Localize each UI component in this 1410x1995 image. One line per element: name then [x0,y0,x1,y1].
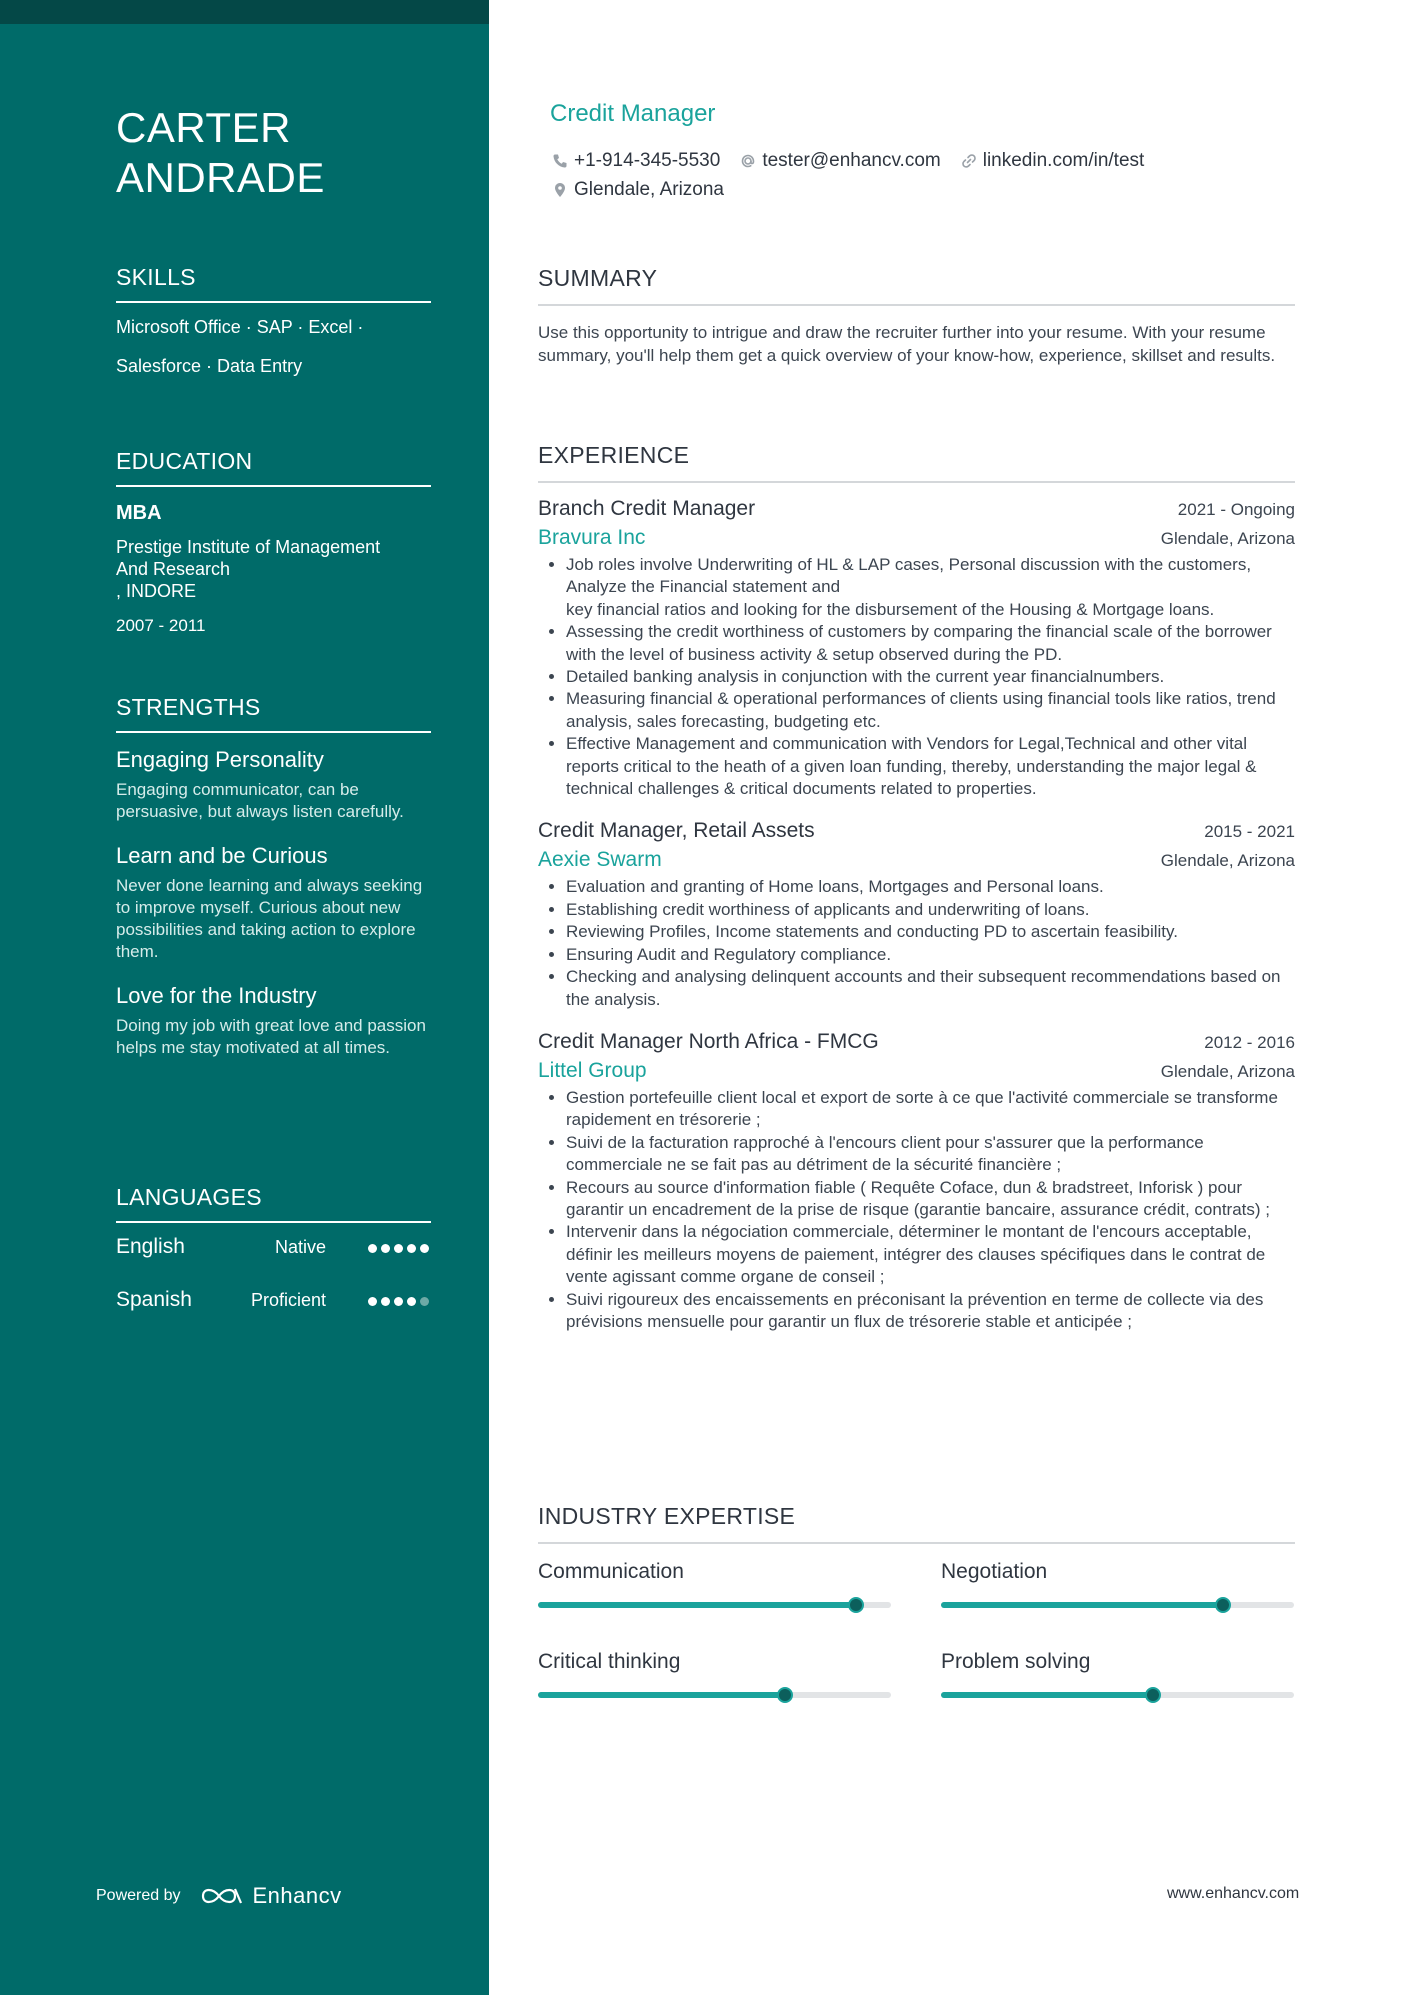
at-icon [740,153,756,169]
school-line-2: And Research [116,559,231,579]
rating-dot-filled [407,1244,416,1253]
strength-title: Love for the Industry [116,983,317,1008]
job-location: Glendale, Arizona [1160,1061,1295,1081]
language-rating [368,1297,429,1306]
sidebar-top-band [0,0,489,24]
job-bullet: • Checking and analysing delinquent accounts and their subsequent recommendations based on the analysis. [566,966,1295,1011]
job-role: Credit Manager, Retail Assets [538,819,815,843]
education-degree: MBA [116,502,162,524]
language-level: Proficient [250,1290,326,1310]
job-title: Credit Manager [550,100,716,127]
rating-dot-filled [381,1244,390,1253]
job-bullet: • Assessing the credit worthiness of customers by comparing the financial scale of the borrower with the level of business activity & setup observed during the PD. [566,621,1295,666]
experience-entry [538,819,1295,1010]
skills-list [116,308,431,386]
languages-section [116,1182,431,1329]
link-icon [961,153,977,169]
skills-heading: SKILLS [116,262,431,303]
education-heading: EDUCATION [116,446,431,487]
strength-item [116,841,431,963]
expertise-bar-knob [1215,1597,1231,1613]
last-name: ANDRADE [116,154,325,201]
footer-url[interactable]: www.enhancv.com [1167,1885,1300,1902]
expertise-bar-knob [1145,1687,1161,1703]
expertise-bar-knob [848,1597,864,1613]
job-role: Credit Manager North Africa - FMCG [538,1029,879,1053]
strengths-heading: STRENGTHS [116,692,431,733]
job-bullet: • Job roles involve Underwriting of HL & LAP cases, Personal discussion with the customers, Analyze the Financial statement and key financial ratios and looking for the disbursement of the Housing & Mortgage loans. [566,554,1295,621]
job-dates: 2012 - 2016 [1204,1032,1295,1052]
expertise-item [941,1558,1294,1648]
language-row [116,1276,431,1329]
expertise-bar-knob [777,1687,793,1703]
job-bullets [538,1087,1295,1333]
job-bullet: • Evaluation and granting of Home loans, Mortgages and Personal loans. [566,876,1295,898]
enhancv-logo-text: Enhancv [252,1883,342,1908]
job-bullet: • Reviewing Profiles, Income statements and conducting PD to ascertain feasibility. [566,921,1295,943]
experience-heading: EXPERIENCE [538,440,1295,483]
strengths-section [116,692,431,1059]
experience-entry [538,497,1295,800]
strength-description: Never done learning and always seeking to improve myself. Curious about new possibilities and taking action to explore them. [116,876,423,961]
expertise-label: Critical thinking [538,1650,681,1673]
powered-by [96,1883,342,1909]
job-bullet: • Ensuring Audit and Regulatory compliance. [566,944,1295,966]
strength-item [116,981,431,1059]
contact-phone[interactable] [552,150,720,172]
skills-line-2: Salesforce · Data Entry [116,356,303,376]
strength-title: Learn and be Curious [116,843,328,868]
language-level: Native [274,1237,326,1257]
summary-section [538,263,1295,367]
experience-section [538,440,1295,1333]
language-rating [368,1244,429,1253]
powered-by-label: Powered by [96,1887,181,1904]
education-years: 2007 - 2011 [116,616,206,635]
skills-section [116,262,431,386]
phone-text: +1-914-345-5530 [574,150,721,171]
phone-icon [552,153,568,169]
job-bullet: • Gestion portefeuille client local et export de sorte à ce que l'activité commerciale se transforme rapidement en trésorerie ; [566,1087,1295,1132]
strength-title: Engaging Personality [116,747,324,772]
contact-linkedin[interactable] [961,150,1145,172]
school-line-1: Prestige Institute of Management [116,537,381,557]
job-bullets [538,554,1295,800]
strength-item [116,745,431,823]
job-company: Littel Group [538,1058,647,1082]
rating-dot-filled [394,1244,403,1253]
expertise-bar-fill [941,1692,1153,1698]
job-bullet: • Effective Management and communication with Vendors for Legal,Technical and other vital reports critical to the heath of a given loan funding, thereby, understanding the major legal & technical challenges & critical documents related to properties. [566,733,1295,800]
contact-email[interactable] [740,150,940,172]
expertise-bar-fill [538,1692,785,1698]
experience-entry [538,1030,1295,1333]
rating-dot-filled [420,1244,429,1253]
summary-text: Use this opportunity to intrigue and draw the recruiter further into your resume. With your resume summary, you'll help them get a quick overview of your know-how, experience, skillset and results. [538,323,1276,365]
expertise-bar [538,1692,891,1698]
expertise-heading: INDUSTRY EXPERTISE [538,1501,1295,1544]
rating-dot-filled [394,1297,403,1306]
strength-description: Engaging communicator, can be persuasive, but always listen carefully. [116,780,404,821]
language-name: Spanish [116,1288,192,1311]
expertise-item [538,1558,891,1648]
expertise-bar-fill [538,1602,856,1608]
rating-dot-filled [407,1297,416,1306]
expertise-bar [941,1692,1294,1698]
contact-row [552,150,1144,172]
email-text: tester@enhancv.com [762,150,941,171]
rating-dot-filled [368,1297,377,1306]
school-line-3: , INDORE [116,581,197,601]
expertise-label: Problem solving [941,1650,1091,1673]
expertise-item [941,1648,1294,1738]
enhancv-logo[interactable] [199,1883,342,1909]
job-dates: 2015 - 2021 [1204,822,1295,842]
language-row [116,1223,431,1276]
expertise-section [538,1501,1295,1738]
job-bullet: • Establishing credit worthiness of applicants and underwriting of loans. [566,899,1295,921]
job-location: Glendale, Arizona [1160,851,1295,871]
expertise-bar-fill [941,1602,1223,1608]
job-location: Glendale, Arizona [1160,529,1295,548]
location-pin-icon [552,182,568,198]
job-company: Aexie Swarm [538,848,662,872]
linkedin-text: linkedin.com/in/test [982,150,1145,171]
expertise-bar [538,1602,891,1608]
summary-heading: SUMMARY [538,263,1295,306]
job-bullet: • Measuring financial & operational performances of clients using financial tools like ratios, trend analysis, sales forecasting, budgeting etc. [566,688,1295,733]
contact-location [552,179,724,201]
job-company: Bravura Inc [538,526,646,549]
education-school [116,536,431,602]
job-bullet: • Suivi rigoureux des encaissements en préconisant la prévention en terme de collecte via des prévisions mensuelle pour garantir un flux de trésorerie stable et anticipée ; [566,1289,1295,1334]
languages-heading: LANGUAGES [116,1182,431,1223]
rating-dot-filled [381,1297,390,1306]
candidate-name [116,103,325,203]
expertise-label: Negotiation [941,1560,1048,1583]
job-bullet: • Recours au source d'information fiable ( Requête Coface, dun & bradstreet, Inforisk ) pour garantir un encadrement de la prise de risque (garantie bancaire, assurance crédit, contrats) ; [566,1177,1295,1222]
strength-description: Doing my job with great love and passion helps me stay motivated at all times. [116,1016,426,1057]
rating-dot-empty [420,1297,429,1306]
job-bullet: • Intervenir dans la négociation commerciale, déterminer le montant de l'encours acceptable, définir les meilleurs moyens de paiement, intégrer des clauses spécifiques dans le contrat de vente agissant comme organe de conseil ; [566,1221,1295,1288]
job-bullet: • Detailed banking analysis in conjunction with the current year financialnumbers. [566,666,1295,688]
skills-line-1: Microsoft Office · SAP · Excel · [116,317,364,337]
job-dates: 2021 - Ongoing [1177,500,1295,519]
job-role: Branch Credit Manager [538,497,756,520]
expertise-item [538,1648,891,1738]
sidebar [0,0,489,1995]
language-name: English [116,1235,185,1258]
first-name: CARTER [116,104,291,151]
location-text: Glendale, Arizona [574,179,724,200]
education-section [116,446,431,637]
expertise-label: Communication [538,1560,684,1583]
job-bullets [538,876,1295,1010]
contact-row-2 [552,179,724,201]
job-bullet: • Suivi de la facturation rapproché à l'encours client pour s'assurer que la performance commerciale ne se fait pas au détriment de la sécurité financière ; [566,1132,1295,1177]
rating-dot-filled [368,1244,377,1253]
expertise-bar [941,1602,1294,1608]
enhancv-logo-icon [199,1884,245,1908]
